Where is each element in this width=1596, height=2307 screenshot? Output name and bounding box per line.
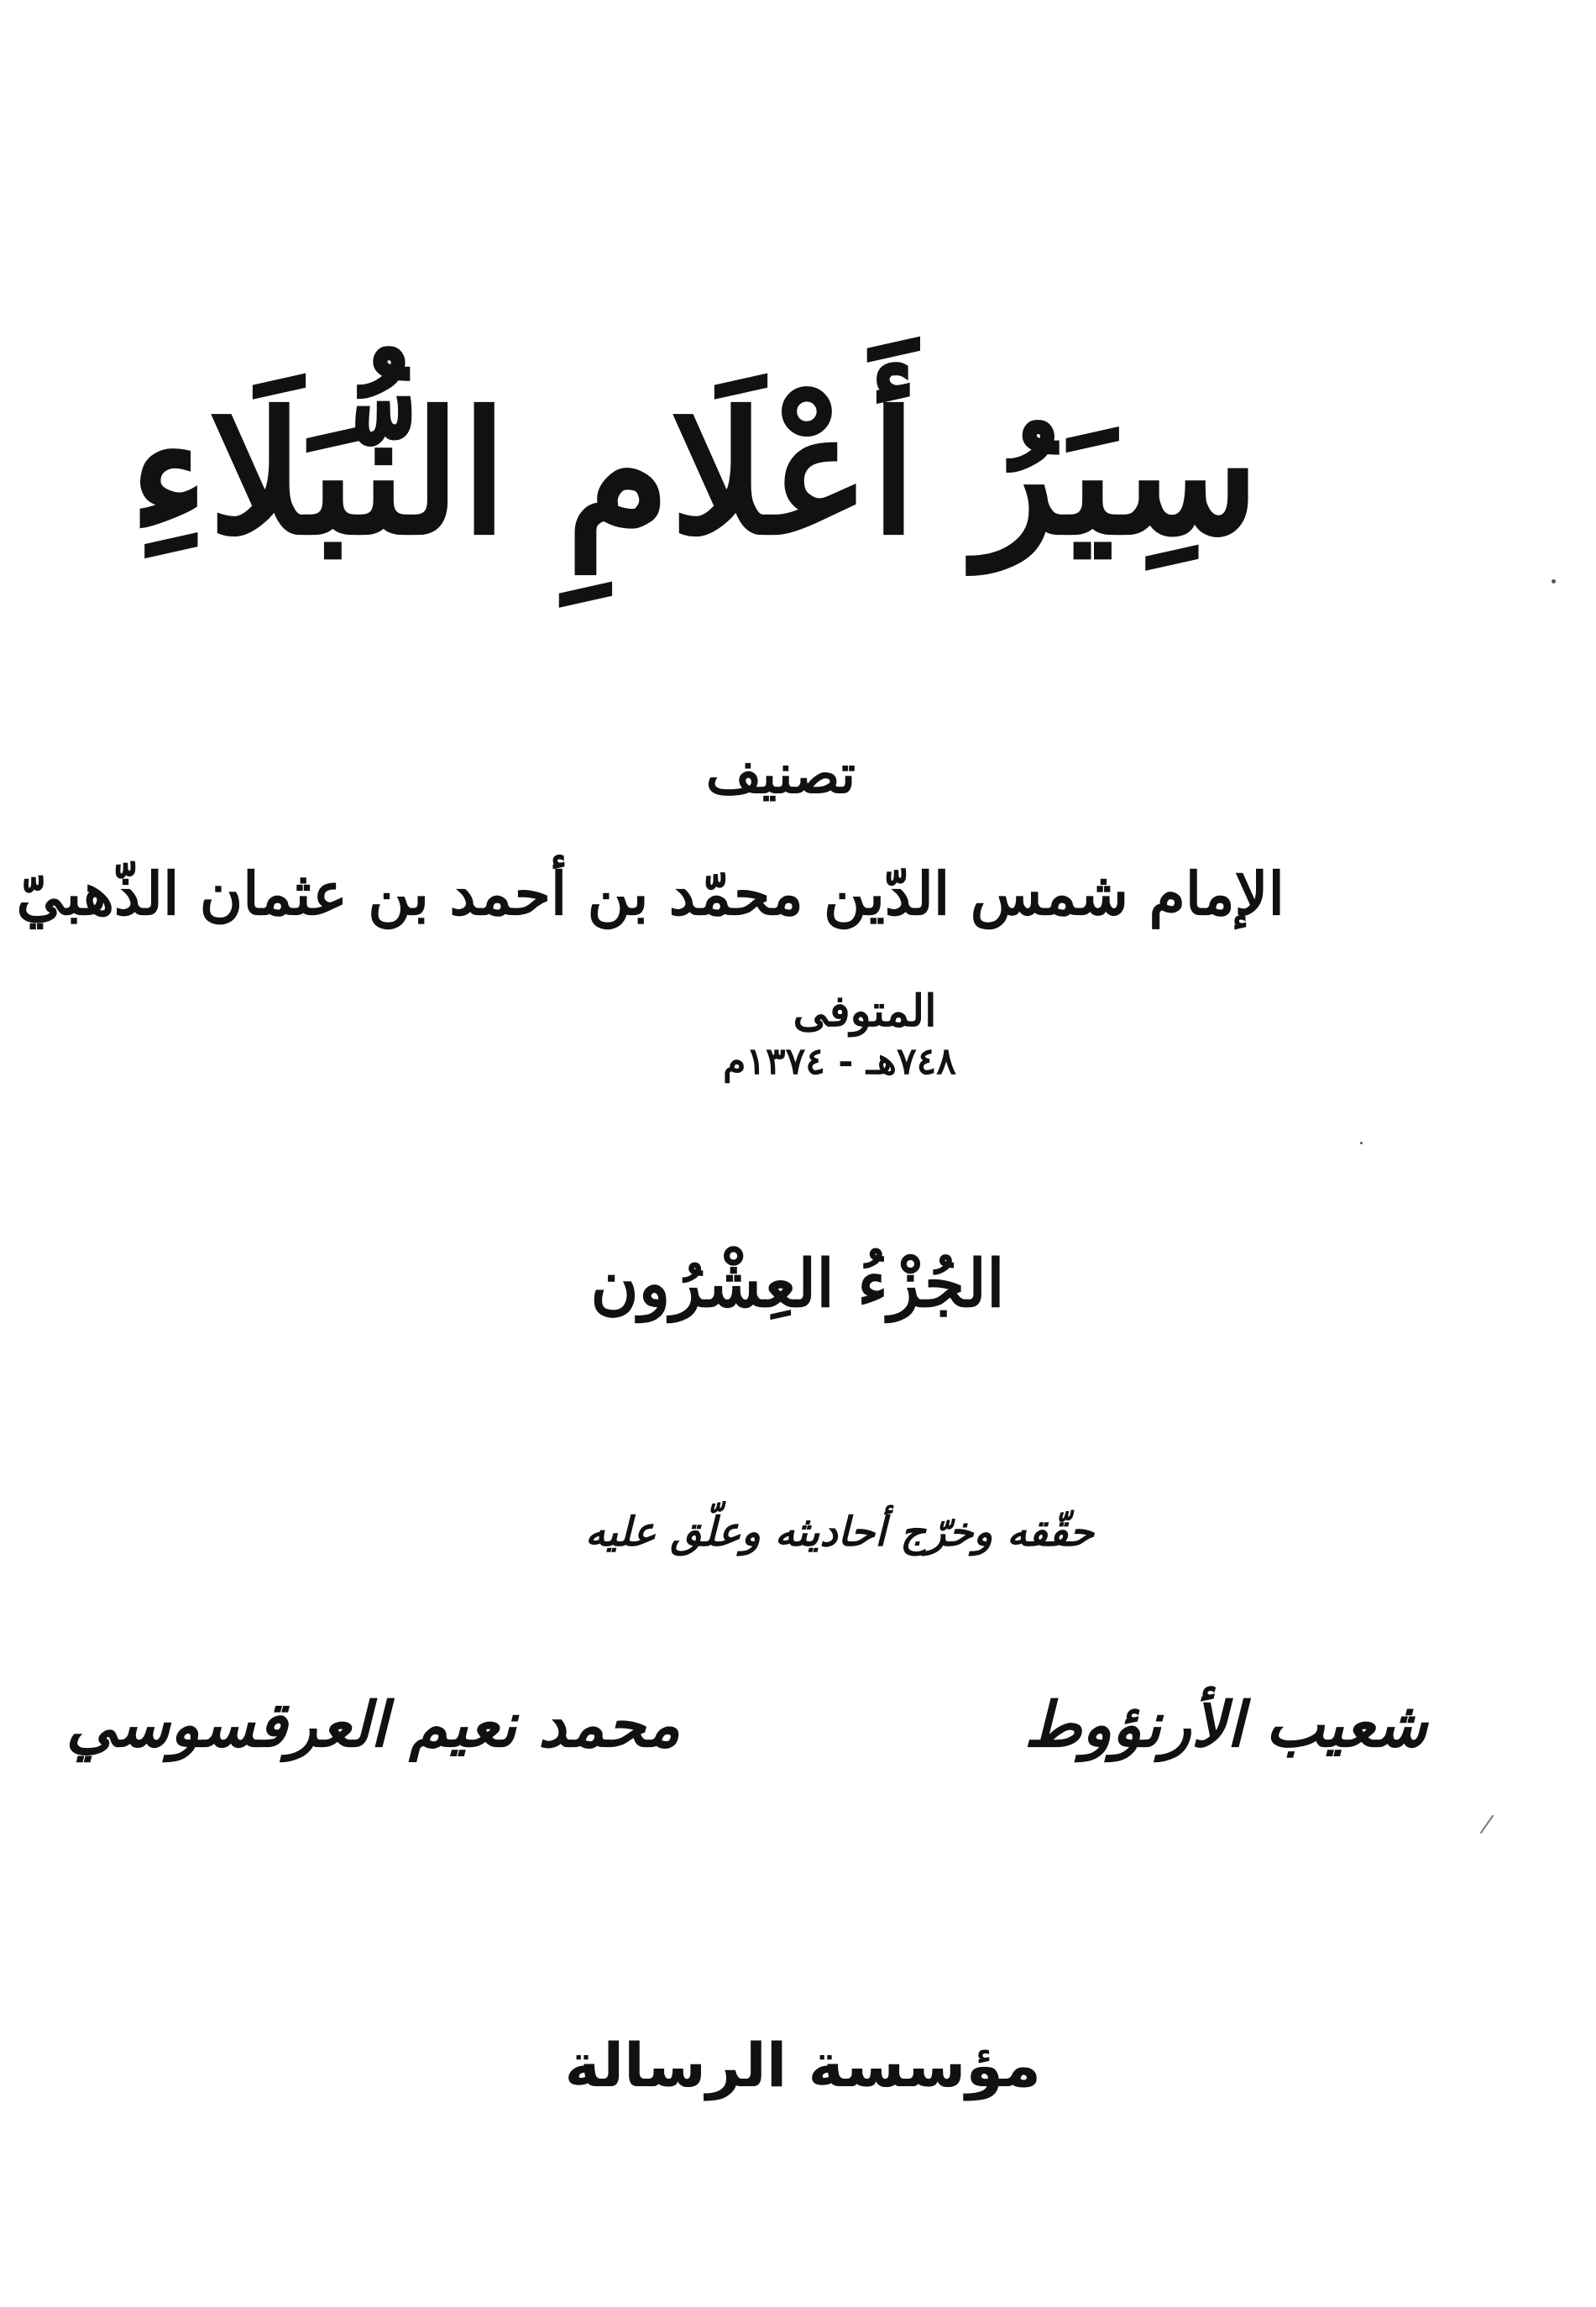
book-title: سِيَرُ أَعْلَامِ النُّبَلَاءِ (128, 375, 1259, 573)
editor-name: شعيب الأرنؤوط (1024, 1689, 1427, 1761)
died-label: المتوفى (793, 986, 937, 1037)
scan-speck (1360, 1142, 1363, 1144)
author-name: الإمام شمس الدّين محمّد بن أحمد بن عثمان الذّهبيّ (16, 859, 1285, 929)
composed-label: تصنيف (705, 743, 856, 806)
editors-label: حقّقه وخرّج أحاديثه وعلّق عليه (584, 1509, 1095, 1556)
scan-mark (1480, 1815, 1494, 1834)
publisher-name: مؤسسة الرسالة (564, 2030, 1041, 2100)
scan-speck (1552, 579, 1556, 583)
editor-name: محمد نعيم العرقسوسي (65, 1689, 680, 1761)
volume-label: الجُزْءُ العِشْرُون (590, 1246, 1005, 1322)
death-dates: ٧٤٨هـ - ١٣٧٤م (723, 1040, 956, 1083)
